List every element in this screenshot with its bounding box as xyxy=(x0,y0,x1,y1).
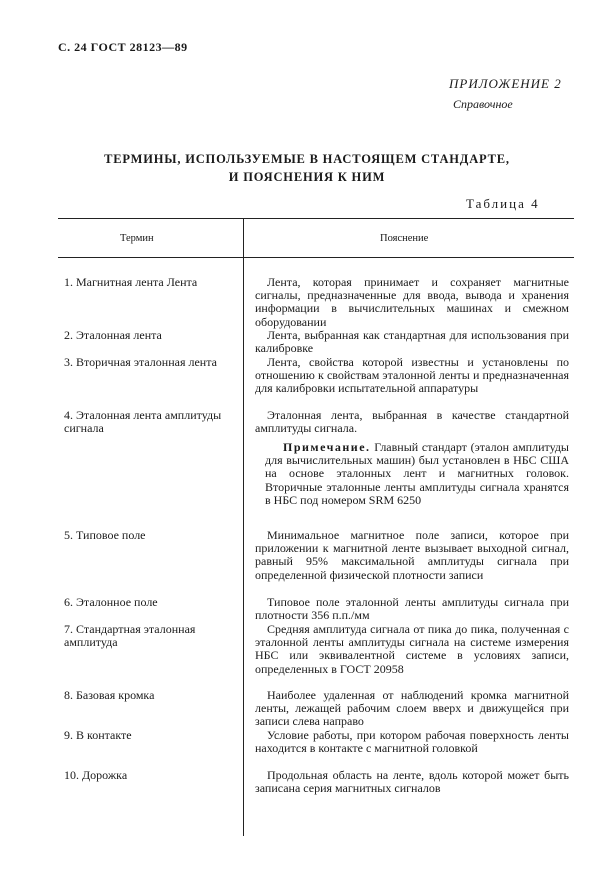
term-3: 3. Вторичная эталонная лента xyxy=(64,355,217,369)
term-9: 9. В контакте xyxy=(64,728,132,742)
column-header-term: Термин xyxy=(120,233,154,244)
explanation-5: Минимальное магнитное поле записи, которое при приложении к магнитной ленте вызывает выходной сигнал, равный 95% максимальной амплитуды сигнала при определенной физической плотности записи xyxy=(255,528,569,582)
note-text: Главный стандарт (эталон амплитуды для вычислительных машин) был установлен в НБС США на основе эталонных лент и магнитных головок. Вторичные эталонные ленты амплитуды сигнала хранятся в НБС под номером SRM 6250 xyxy=(265,440,569,507)
explanation-3: Лента, свойства которой известны и установлены по отношению к свойствам эталонной ленты и предназначенная для калибровки испытательной аппаратуры xyxy=(255,355,569,396)
appendix-reference: Справочное xyxy=(453,97,513,111)
table-column-divider xyxy=(243,218,244,836)
explanation-2: Лента, выбранная как стандартная для использования при калибровке xyxy=(255,328,569,356)
page-title-line2: И ПОЯСНЕНИЯ К НИМ xyxy=(228,170,386,184)
term-8: 8. Базовая кромка xyxy=(64,688,155,702)
term-2: 2. Эталонная лента xyxy=(64,328,162,342)
appendix-label: ПРИЛОЖЕНИЕ 2 xyxy=(449,76,562,91)
explanation-4: Эталонная лента, выбранная в качестве стандартной амплитуды сигнала. xyxy=(255,408,569,436)
page-title-line1: ТЕРМИНЫ, ИСПОЛЬЗУЕМЫЕ В НАСТОЯЩЕМ СТАНДАРТЕ, xyxy=(104,152,510,166)
explanation-9: Условие работы, при котором рабочая поверхность ленты находится в контакте с магнитной головкой xyxy=(255,728,569,756)
explanation-6: Типовое поле эталонной ленты амплитуды сигнала при плотности 356 п.п./мм xyxy=(255,595,569,623)
column-header-explanation: Пояснение xyxy=(380,233,429,244)
explanation-10: Продольная область на ленте, вдоль которой может быть записана серия магнитных сигналов xyxy=(255,768,569,796)
explanation-1: Лента, которая принимает и сохраняет магнитные сигналы, предназначенные для ввода, вывода и хранения информации в вычислительных машинах и смежном оборудовании xyxy=(255,275,569,329)
term-4: 4. Эталонная лента амплитуды сигнала xyxy=(64,408,222,436)
table-label: Таблица 4 xyxy=(466,196,540,211)
page-header: С. 24 ГОСТ 28123—89 xyxy=(58,40,188,54)
note-label: Примечание. xyxy=(283,440,371,454)
explanation-7: Средняя амплитуда сигнала от пика до пика, полученная с эталонной ленты амплитуды сигнала на системе измерения НБС или эквивалентной системе в условиях записи, определенных в ГОСТ 20958 xyxy=(255,622,569,676)
term-10: 10. Дорожка xyxy=(64,768,128,782)
term-1: 1. Магнитная лента Лента xyxy=(64,275,198,289)
table-header-rule xyxy=(58,257,574,258)
term-6: 6. Эталонное поле xyxy=(64,595,158,609)
explanation-8: Наиболее удаленная от наблюдений кромка магнитной ленты, лежащей рабочим слоем вверх и движущейся при записи слева направо xyxy=(255,688,569,729)
term-7: 7. Стандартная эталонная амплитуда xyxy=(64,622,196,650)
note-block xyxy=(265,441,569,507)
table-top-rule xyxy=(58,218,574,219)
term-5: 5. Типовое поле xyxy=(64,528,146,542)
